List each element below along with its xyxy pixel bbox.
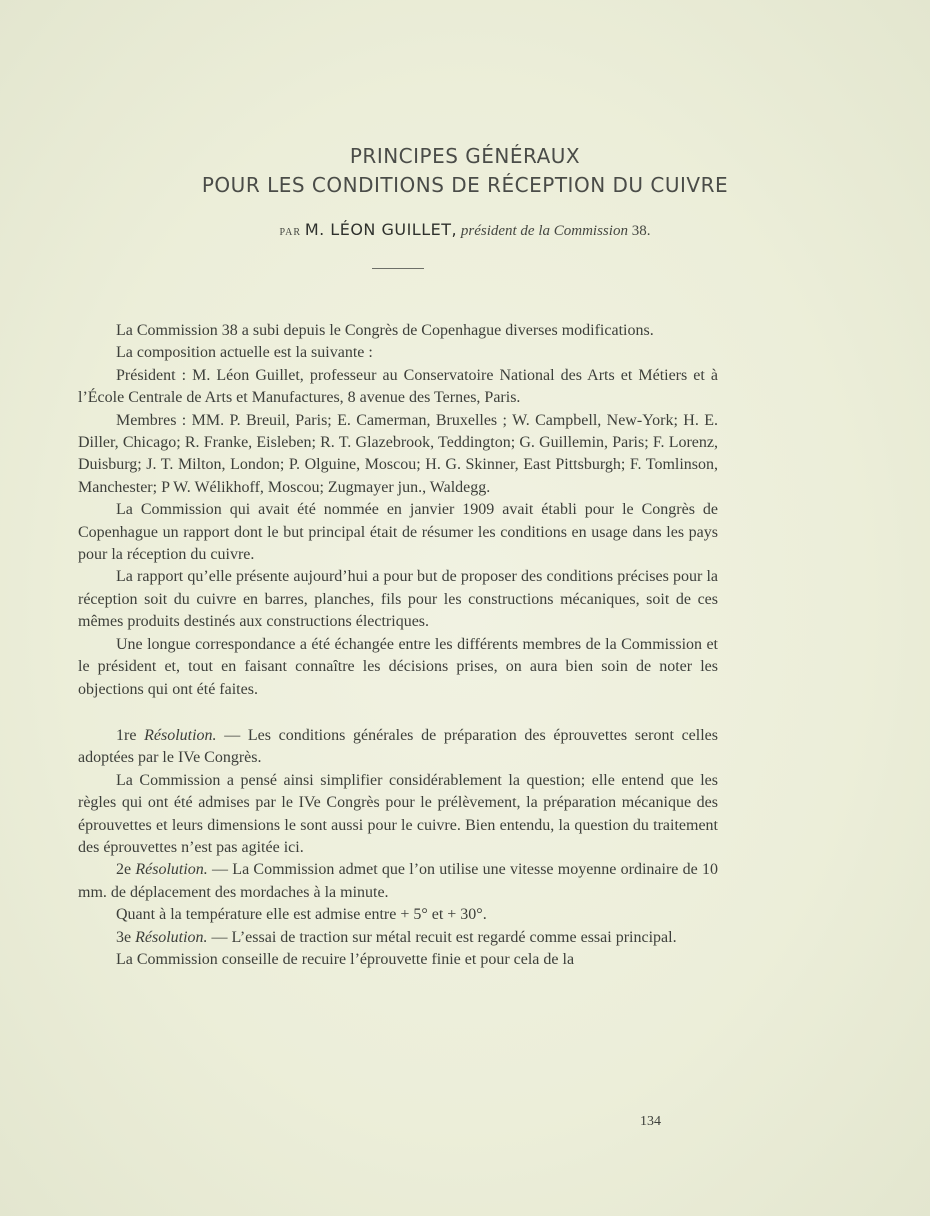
paragraph: Quant à la température elle est admise entre + 5° et + 30°.	[116, 906, 487, 924]
body-text	[78, 320, 718, 971]
author-role: président de la Commission	[460, 223, 628, 239]
page-number: 134	[640, 1114, 661, 1129]
author-name: M. LÉON GUILLET,	[304, 220, 458, 239]
paragraph: La Commission qui avait été nommée en janvier 1909 avait établi pour le Congrès de Copenhague un rapport dont le but principal était de résumer les conditions en usage dans les pays pour la réception du cuivre.	[78, 501, 718, 564]
title-divider	[372, 268, 424, 269]
title-line-2: POUR LES CONDITIONS DE RÉCEPTION DU CUIVRE	[201, 173, 729, 197]
commission-number: 38.	[631, 223, 651, 239]
title-line-1: PRINCIPES GÉNÉRAUX	[349, 144, 581, 168]
resolution-label: Résolution.	[135, 928, 208, 946]
resolution-text: — L’essai de traction sur métal recuit est regardé comme essai principal.	[211, 928, 677, 946]
resolution-paragraph	[78, 725, 718, 770]
resolution-number: 1re	[116, 726, 137, 744]
paragraph: La Commission a pensé ainsi simplifier considérablement la question; elle entend que les règles qui ont été admises par le IVe Congrès pour le prélèvement, la préparation mécanique des éprouvettes et leurs dimensions le sont aussi pour le cuivre. Bien entendu, la question du traitement des éprouvettes n’est pas agitée ici.	[78, 771, 718, 856]
resolution-label: Résolution.	[144, 726, 217, 744]
byline	[0, 220, 930, 240]
resolution-paragraph	[78, 927, 718, 949]
paragraph: La composition actuelle est la suivante :	[116, 344, 373, 362]
paragraph: La rapport qu’elle présente aujourd’hui a pour but de proposer des conditions précises pour la réception soit du cuivre en barres, planches, fils pour les constructions mécaniques, soit de ces mêmes produits destinés aux constructions électriques.	[78, 568, 718, 631]
resolution-text: — Les conditions générales de préparation des éprouvettes seront celles adoptées par le IVe Congrès.	[78, 726, 718, 767]
paragraph: Président : M. Léon Guillet, professeur au Conservatoire National des Arts et Métiers et à l’École Centrale de Arts et Manufactures, 8 avenue des Ternes, Paris.	[78, 366, 718, 407]
resolution-number: 3e	[116, 928, 132, 946]
resolution-number: 2e	[116, 861, 132, 879]
resolution-text: — La Commission admet que l’on utilise une vitesse moyenne ordinaire de 10 mm. de déplacement des mordaches à la minute.	[78, 861, 719, 901]
resolution-paragraph	[78, 859, 718, 904]
resolution-label: Résolution.	[135, 861, 208, 879]
paragraph: La Commission 38 a subi depuis le Congrès de Copenhague diverses modifications.	[116, 322, 654, 339]
paragraph: Une longue correspondance a été échangée entre les différents membres de la Commission et le président et, tout en faisant connaître les décisions prises, on aura bien soin de noter les objections qui ont été faites.	[78, 635, 718, 698]
paragraph: La Commission conseille de recuire l’éprouvette finie et pour cela de la	[116, 950, 575, 968]
byline-prefix: PAR	[279, 227, 302, 238]
paragraph: Membres : MM. P. Breuil, Paris; E. Camerman, Bruxelles ; W. Campbell, New-York; H. E. Diller, Chicago; R. Franke, Eisleben; R. T. Glazebrook, Teddington; G. Guillemin, Paris; F. Lorenz, Duisburg; J. T. Milton, London; P. Olguine, Moscou; H. G. Skinner, East Pittsburgh; F. Tomlinson, Manchester; P W. Wélikhoff, Moscou; Zugmayer jun., Waldegg.	[78, 411, 718, 496]
